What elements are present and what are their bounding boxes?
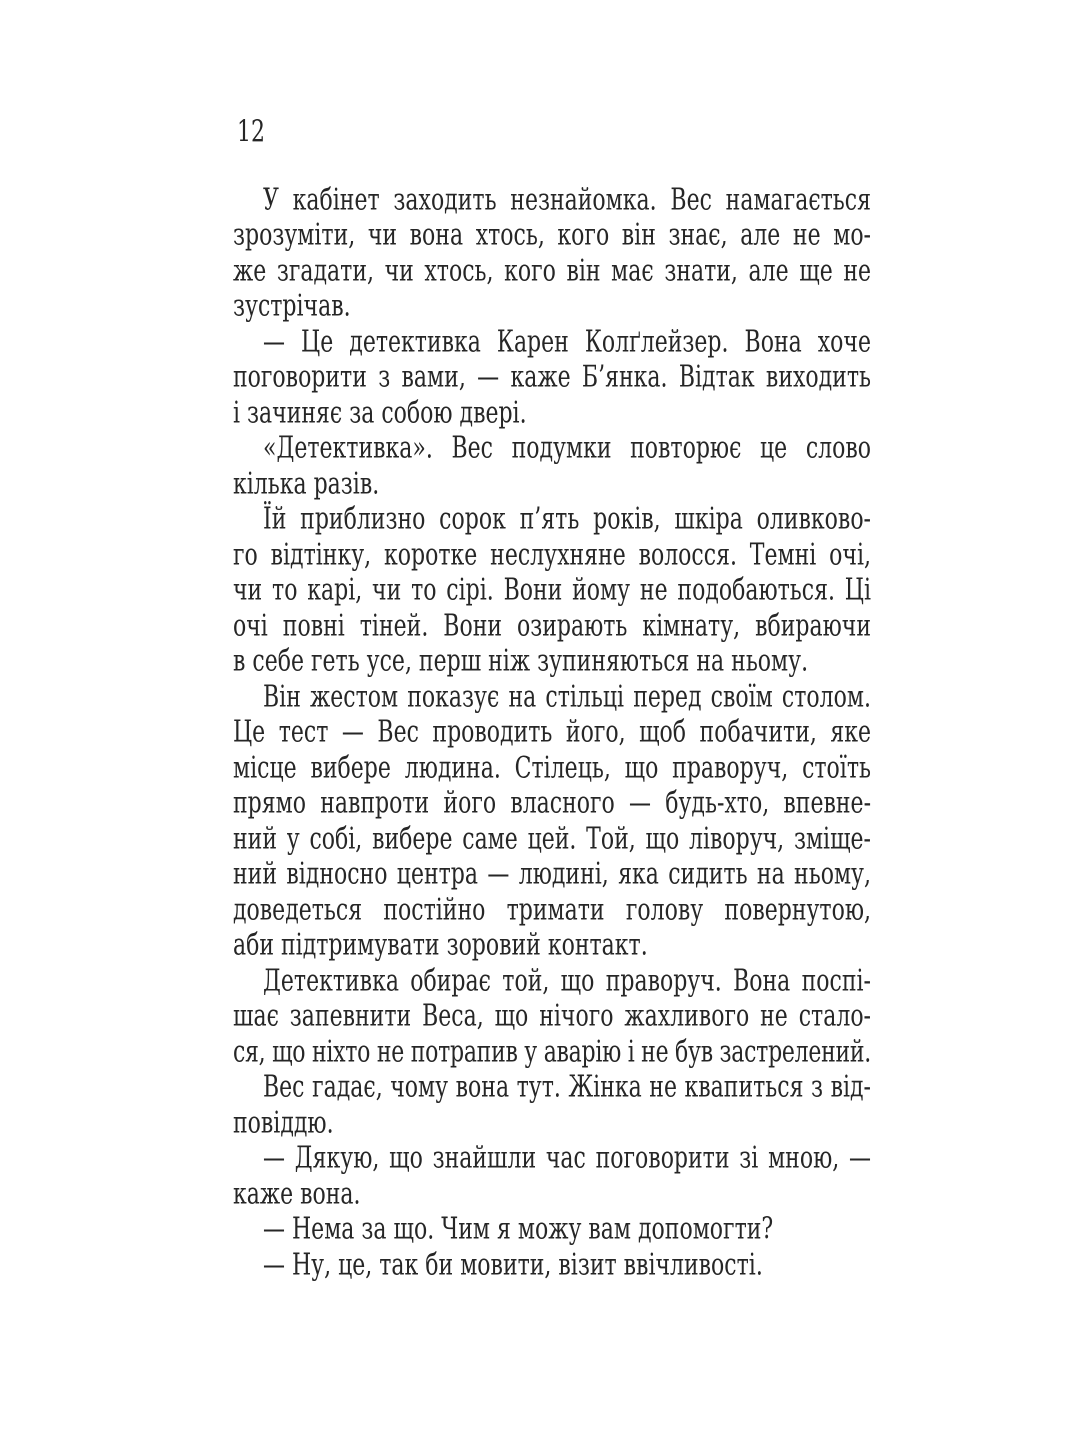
text-line <box>233 503 871 539</box>
text-line <box>233 1106 871 1142</box>
text-line-content: кілька разів. <box>233 467 380 502</box>
text-line-content: чи то карі, чи то сірі. Вони йому не подобаються. Ці <box>233 573 871 608</box>
text-line-content: ний відносно центра — людині, яка сидить на ньому, <box>233 857 871 892</box>
text-line <box>233 964 871 1000</box>
text-line <box>233 858 871 894</box>
paragraph <box>233 1142 871 1213</box>
text-line-content: же згадати, чи хтось, кого він має знати, але ще не <box>233 254 871 289</box>
page-number <box>237 116 265 151</box>
text-line-content: — Нема за що. Чим я можу вам допомогти? <box>263 1212 774 1247</box>
text-line <box>233 716 871 752</box>
text-line-content: — Дякую, що знайшли час поговорити зі мною, — <box>263 1141 872 1176</box>
text-line-content: шає запевнити Веса, що нічого жахливого не стало- <box>233 999 871 1034</box>
text-line <box>233 183 871 219</box>
text-line <box>233 538 871 574</box>
text-line <box>233 609 871 645</box>
text-line <box>233 787 871 823</box>
text-line-content: місце вибере людина. Стілець, що праворуч, стоїть <box>233 751 871 786</box>
text-line <box>233 1177 871 1213</box>
text-line <box>233 361 871 397</box>
text-line <box>233 1213 871 1249</box>
paragraph <box>233 1071 871 1142</box>
text-line-content: го відтінку, коротке неслухняне волосся. Темні очі, <box>233 538 871 573</box>
text-line-content: Це тест — Вес проводить його, щоб побачити, яке <box>233 715 872 750</box>
text-line-content: ся, що ніхто не потрапив у аварію і не був застрелений. <box>233 1035 871 1070</box>
text-line-content: в себе геть усе, перш ніж зупиняються на ньому. <box>233 644 809 679</box>
paragraph <box>233 183 871 325</box>
text-line <box>233 822 871 858</box>
paragraph <box>233 680 871 964</box>
text-line <box>233 574 871 610</box>
text-line <box>233 1000 871 1036</box>
text-line <box>233 1071 871 1107</box>
text-line <box>233 680 871 716</box>
text-line-content: зустрічав. <box>233 289 351 324</box>
text-line-content: очі повні тіней. Вони озирають кімнату, вбираючи <box>233 609 871 644</box>
paragraph <box>233 1248 871 1284</box>
text-line <box>233 929 871 965</box>
text-line <box>233 1035 871 1071</box>
text-line-content: і зачиняє за собою двері. <box>233 396 527 431</box>
text-line <box>233 893 871 929</box>
text-line-content: аби підтримувати зоровий контакт. <box>233 928 648 963</box>
text-line <box>233 432 871 468</box>
page-text <box>233 183 871 1284</box>
paragraph <box>233 503 871 681</box>
text-line <box>233 325 871 361</box>
text-line-content: Детективка обирає той, що праворуч. Вона поспі- <box>263 964 871 999</box>
text-line-content: повіддю. <box>233 1106 334 1141</box>
text-line-content: Їй приблизно сорок п’ять років, шкіра оливково- <box>263 502 871 537</box>
text-line <box>233 290 871 326</box>
text-line-content: — Ну, це, так би мовити, візит ввічливості. <box>263 1248 763 1283</box>
paragraph <box>233 1213 871 1249</box>
text-line <box>233 1248 871 1284</box>
text-line-content: доведеться постійно тримати голову повернутою, <box>233 893 871 928</box>
text-line <box>233 645 871 681</box>
paragraph <box>233 964 871 1071</box>
text-line <box>233 467 871 503</box>
paragraph <box>233 432 871 503</box>
text-line-content: Він жестом показує на стільці перед своїм столом. <box>263 680 871 715</box>
text-line <box>233 219 871 255</box>
text-line-content: ний у собі, вибере саме цей. Той, що ліворуч, зміще- <box>233 822 871 857</box>
page-number-text: 12 <box>237 115 265 150</box>
text-line-content: каже вона. <box>233 1177 361 1212</box>
text-line-content: зрозуміти, чи вона хтось, кого він знає, але не мо- <box>233 218 871 253</box>
text-line <box>233 396 871 432</box>
text-line <box>233 751 871 787</box>
text-line-content: — Це детективка Карен Колґлейзер. Вона хоче <box>263 325 871 360</box>
text-line-content: «Детективка». Вес подумки повторює це слово <box>263 431 871 466</box>
text-line <box>233 1142 871 1178</box>
text-line-content: У кабінет заходить незнайомка. Вес намагається <box>263 183 871 218</box>
text-line-content: Вес гадає, чому вона тут. Жінка не квапиться з від- <box>263 1070 871 1105</box>
text-line-content: поговорити з вами, — каже Б’янка. Відтак виходить <box>233 360 871 395</box>
paragraph <box>233 325 871 432</box>
text-line <box>233 254 871 290</box>
text-line-content: прямо навпроти його власного — будь-хто, впевне- <box>233 786 871 821</box>
